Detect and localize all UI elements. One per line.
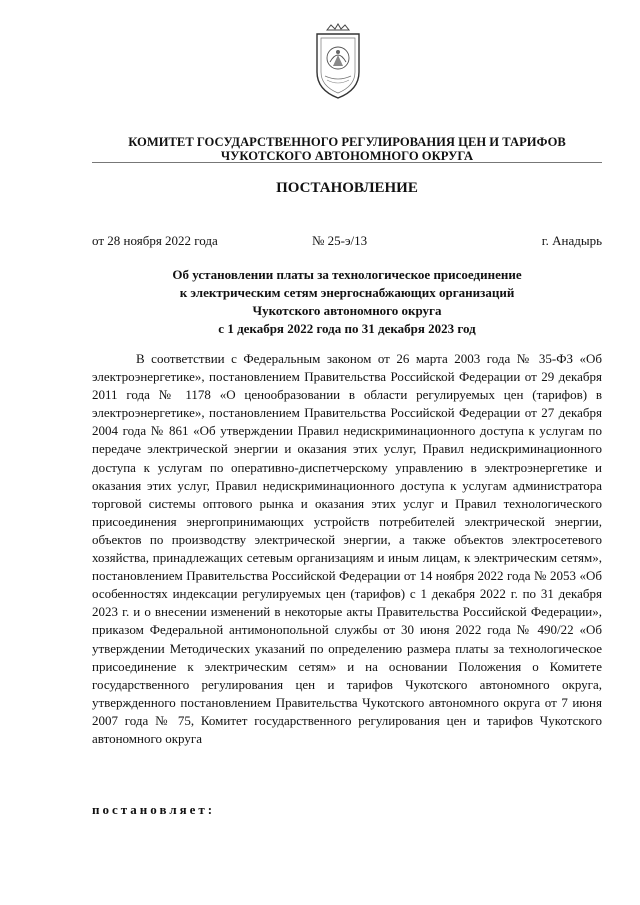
document-date: от 28 ноября 2022 года: [92, 233, 218, 248]
document-subject: [92, 266, 602, 338]
preamble-paragraph: В соответствии с Федеральным законом от 26 марта 2003 года № 35-ФЗ «Об электроэнергетике», постановлением Правительства Российской Федерации от 29 декабря 2011 года № 1178 «О ценообразовании в области регулируемых цен (тарифов) в электроэнергетике», постановлением Правительства Российской Федерации от 27 декабря 2004 года № 861 «Об утверждении Правил недискриминационного доступа к услугам по передаче электрической энергии и оказания этих услуг, Правил недискриминационного доступа к услугам по оперативно-диспетчерскому управлению в электроэнергетике и оказания этих услуг, Правил недискриминационного доступа к услугам администратора торговой системы оптового рынка и оказания этих услуг и Правил технологического присоединения энергопринимающих устройств потребителей электрической энергии, объектов по производству электрической энергии, а также объектов электросетевого хозяйства, принадлежащих сетевым организациям и иным лицам, к электрическим сетям», постановлением Правительства Российской Федерации от 14 ноября 2022 года № 2053 «Об особенностях индексации регулируемых цен (тарифов) с 1 декабря 2022 г. по 31 декабря 2023 г. и о внесении изменений в некоторые акты Правительства Российской Федерации», приказом Федеральной антимонопольной службы от 30 июня 2022 года № 490/22 «Об утверждении Методических указаний по определению размера платы за технологическое присоединение к электрическим сетям» и на основании Положения о Комитете государственного регулирования цен и тарифов Чукотского автономного округа, утвержденного постановлением Правительства Чукотского автономного округа от 7 июня 2007 года № 75, Комитет государственного регулирования цен и тарифов Чукотского автономного округа: [92, 351, 602, 746]
org-line-1: КОМИТЕТ ГОСУДАРСТВЕННОГО РЕГУЛИРОВАНИЯ ЦЕН И ТАРИФОВ: [128, 135, 566, 149]
organization-name: [92, 135, 602, 163]
subject-line-3: Чукотского автономного округа: [252, 303, 442, 318]
subject-line-2: к электрическим сетям энергоснабжающих организаций: [179, 285, 515, 300]
document-meta-line: [92, 233, 602, 251]
header-divider: [92, 162, 602, 163]
subject-line-4: с 1 декабря 2022 года по 31 декабря 2023 год: [218, 321, 476, 336]
org-line-2: ЧУКОТСКОГО АВТОНОМНОГО ОКРУГА: [220, 149, 474, 163]
document-number: № 25-э/13: [312, 233, 368, 248]
document-type: ПОСТАНОВЛЕНИЕ: [276, 180, 418, 196]
subject-line-1: Об установлении платы за технологическое присоединение: [172, 267, 522, 282]
coat-of-arms-icon: [305, 22, 371, 102]
decree-word: постановляет:: [92, 802, 216, 817]
document-city: г. Анадырь: [541, 233, 602, 248]
